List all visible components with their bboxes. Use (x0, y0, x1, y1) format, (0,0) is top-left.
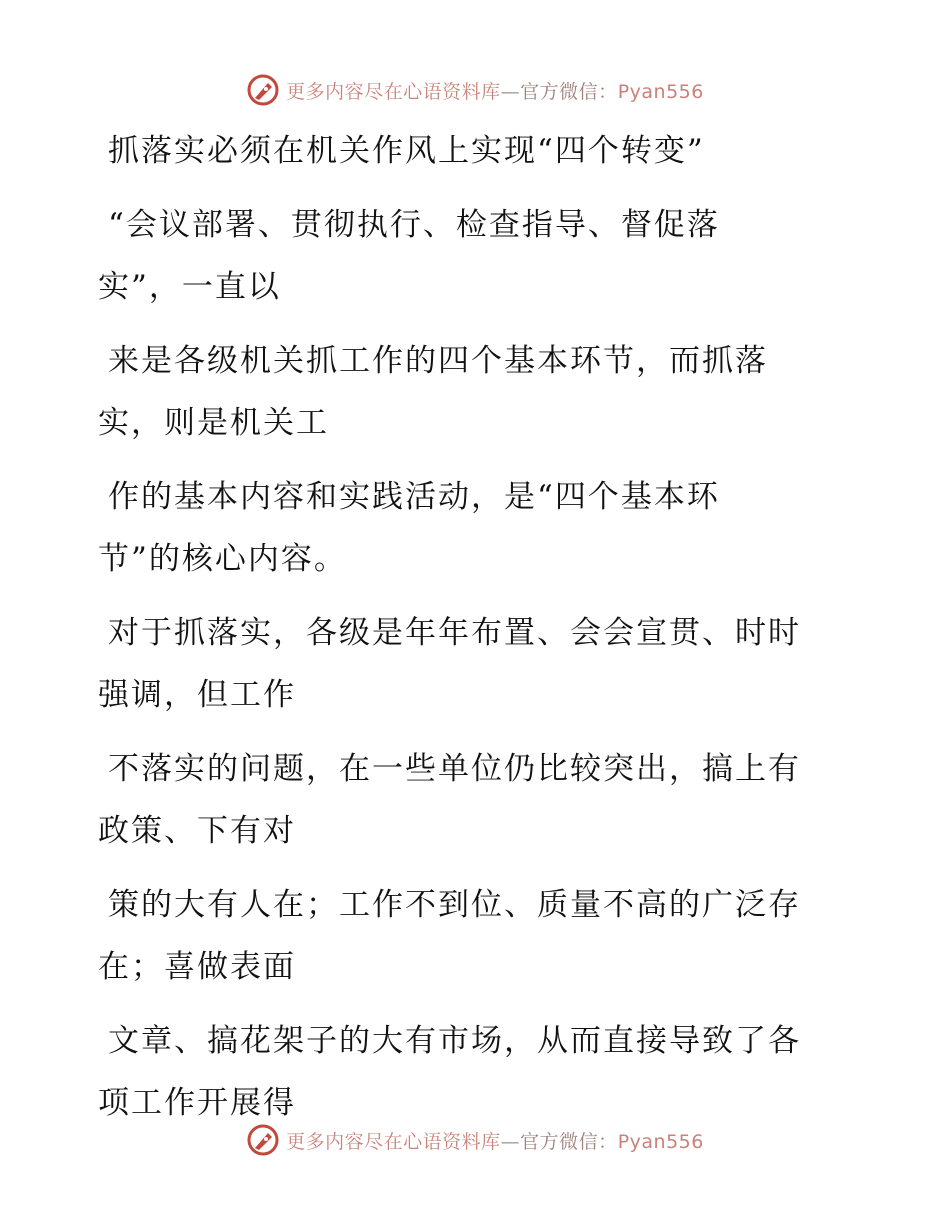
paragraph-line: 文章、搞花架子的大有市场，从而直接导致了各 (108, 1023, 801, 1059)
paragraph-line: 作的基本内容和实践活动，是“四个基本环 (108, 479, 720, 515)
paragraph-line: 实，则是机关工 (98, 405, 329, 441)
watermark-text: 更多内容尽在心语资料库—官方微信：Pyan556 (286, 80, 704, 103)
paragraph-line: 节”的核心内容。 (98, 541, 347, 577)
pen-nib-logo-icon (246, 1123, 280, 1157)
paragraph-line: 强调，但工作 (98, 677, 296, 713)
paragraph-line: “会议部署、贯彻执行、检查指导、督促落 (108, 207, 720, 243)
paragraph-line: 项工作开展得 (98, 1085, 296, 1121)
watermark-text: 更多内容尽在心语资料库—官方微信：Pyan556 (286, 1130, 704, 1153)
paragraph-line: 不落实的问题，在一些单位仍比较突出，搞上有 (108, 751, 801, 787)
paragraph-line: 来是各级机关抓工作的四个基本环节，而抓落 (108, 343, 768, 379)
paragraph-line: 策的大有人在；工作不到位、质量不高的广泛存 (108, 887, 801, 923)
footer-watermark (0, 1120, 950, 1160)
paragraph-line: 对于抓落实，各级是年年布置、会会宣贯、时时 (108, 615, 801, 651)
pen-nib-logo-icon (246, 73, 280, 107)
document-title: 抓落实必须在机关作风上实现“四个转变” (108, 133, 705, 169)
paragraph-line: 政策、下有对 (98, 813, 296, 849)
document-body (98, 120, 858, 1134)
paragraph-line: 实”，一直以 (98, 269, 281, 305)
header-watermark (0, 70, 950, 110)
paragraph-line: 在；喜做表面 (98, 949, 296, 985)
